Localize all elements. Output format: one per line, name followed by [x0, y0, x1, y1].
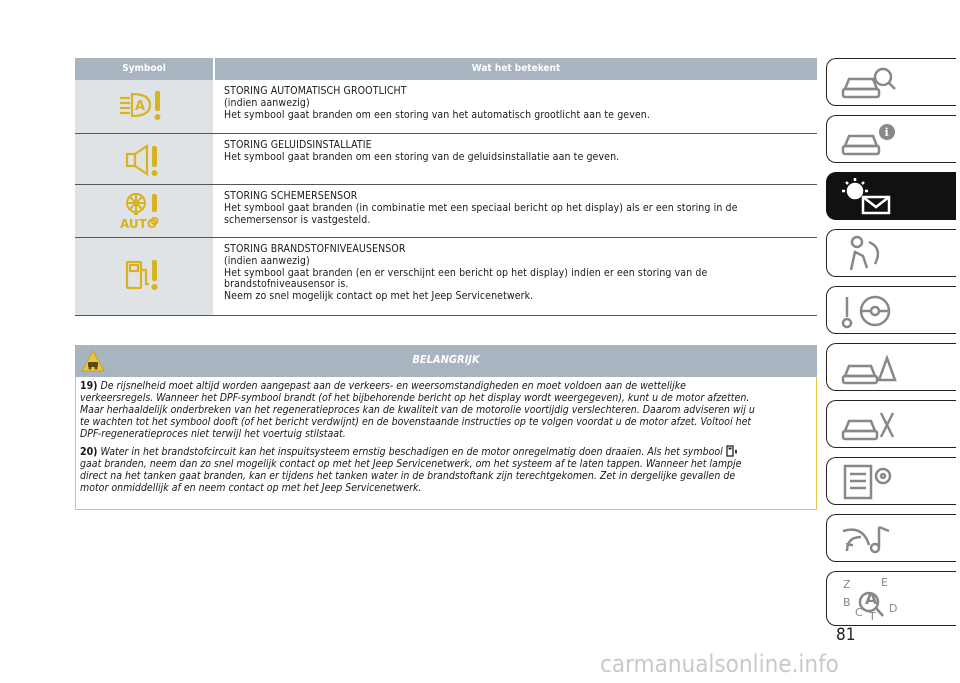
note-text: gaat branden, neem dan zo snel mogelijk contact op met het Jeep Servicenetwerk, om het systeem af te laten tappen. Wanneer het lampje	[80, 458, 742, 470]
row-title: STORING SCHEMERSENSOR	[224, 190, 358, 202]
row-text: Het symbool gaat branden om een storing van het automatisch grootlicht aan te geven.	[224, 108, 650, 121]
table-row	[75, 80, 817, 134]
row-title: STORING AUTOMATISCH GROOTLICHT	[224, 85, 407, 97]
svg-text:D: D	[889, 602, 898, 615]
twilight-sensor-warning-icon	[114, 188, 174, 234]
tab-maintenance[interactable]	[826, 400, 956, 448]
meaning-cell	[213, 185, 817, 237]
row-text: schemersensor is vastgesteld.	[224, 213, 371, 226]
header-meaning: Wat het betekent	[471, 63, 561, 74]
media-signal-icon	[839, 519, 899, 559]
note-text: direct na het tanken gaat branden, kan er tijdens het tanken water in de brandstoftank zijn terechtgekomen. Zet in dergelijke gevallen de	[80, 470, 736, 482]
svg-text:C: C	[855, 606, 863, 619]
tab-index[interactable]	[826, 571, 956, 626]
row-text: (indien aanwezig)	[224, 254, 310, 267]
svg-text:Z: Z	[843, 578, 851, 591]
checklist-gear-icon	[839, 462, 899, 502]
tab-car-info[interactable]	[826, 115, 956, 163]
svg-text:A: A	[865, 589, 878, 608]
important-body	[75, 377, 817, 510]
important-title: BELANGRIJK	[412, 353, 480, 366]
car-tools-icon	[839, 405, 899, 445]
row-title: STORING BRANDSTOFNIVEAUSENSOR	[224, 243, 406, 255]
meaning-cell	[213, 134, 817, 184]
svg-text:i: i	[884, 126, 889, 139]
car-info-icon	[839, 120, 899, 160]
warning-light-message-icon	[839, 177, 899, 217]
svg-text:AUTO: AUTO	[120, 217, 158, 231]
table-row	[75, 185, 817, 238]
table-header	[75, 58, 817, 80]
note-text: te wachten tot het symbool dooft (of het bericht verdwijnt) en de bovenstaande instructies op te volgen voordat u de motor afzet. Voltooi het	[80, 416, 752, 428]
symbol-cell	[75, 185, 213, 237]
row-title: STORING GELUIDSINSTALLATIE	[224, 139, 372, 151]
car-crash-icon	[839, 348, 899, 388]
symbol-cell	[75, 238, 213, 315]
page-number: 81	[836, 625, 856, 645]
svg-text:E: E	[881, 576, 888, 589]
table-row	[75, 134, 817, 185]
water-in-fuel-icon	[726, 444, 740, 457]
header-symbol: Symbool	[75, 58, 215, 80]
note-number: 19)	[80, 380, 98, 392]
note-text: motor onmiddellijk af en neem contact op met het Jeep Servicenetwerk.	[80, 482, 422, 494]
meaning-cell	[213, 80, 817, 133]
note-text: DPF-regeneratieproces niet terwijl het voertuig stilstaat.	[80, 428, 346, 440]
table-row	[75, 238, 817, 316]
car-search-icon	[839, 63, 899, 103]
note-text: verkeersregels. Wanneer het DPF-symbool brandt (of het bijbehorende bericht op het display wordt weergegeven), kunt u de motor afzetten.	[80, 392, 750, 404]
row-text: (indien aanwezig)	[224, 96, 310, 109]
note-number: 20)	[80, 446, 98, 458]
important-header	[75, 345, 817, 377]
svg-text:A: A	[135, 99, 146, 114]
row-text: brandstofniveausensor is.	[224, 278, 349, 291]
row-text: Neem zo snel mogelijk contact op met het Jeep Servicenetwerk.	[224, 290, 534, 303]
row-text: Het symbool gaat branden om een storing van de geluidsinstallatie aan te geven.	[224, 150, 620, 163]
svg-text:B: B	[843, 596, 851, 609]
tab-driving[interactable]	[826, 286, 956, 334]
symbol-cell	[75, 134, 213, 184]
row-text: Het symbool gaat branden (en er verschijnt een bericht op het display) indien er een storing van de	[224, 266, 708, 279]
tab-safety[interactable]	[826, 229, 956, 277]
note-19	[80, 380, 812, 440]
tab-car-search[interactable]	[826, 58, 956, 106]
steering-key-icon	[839, 291, 899, 331]
note-20	[80, 444, 812, 494]
note-text: Water in het brandstofcircuit kan het inspuitsysteem ernstig beschadigen en de motor onregelmatig doen draaien. Als het symbool	[100, 446, 723, 458]
note-text: De rijsnelheid moet altijd worden aangepast aan de verkeers- en weersomstandigheden en moet voldoen aan de wettelijke	[100, 380, 686, 392]
symbol-cell	[75, 80, 213, 133]
tab-specifications[interactable]	[826, 457, 956, 505]
airbag-person-icon	[839, 234, 899, 274]
important-box	[75, 345, 817, 510]
svg-text:T: T	[869, 610, 876, 622]
watermark: carmanualsonline.info	[600, 650, 839, 678]
symbol-table	[75, 58, 817, 316]
tab-warning-lights[interactable]	[826, 172, 956, 220]
speaker-warning-icon	[119, 142, 169, 180]
alphabet-index-icon	[839, 576, 903, 622]
meaning-cell	[213, 238, 817, 315]
tab-multimedia[interactable]	[826, 514, 956, 562]
fuel-sensor-warning-icon	[119, 256, 169, 298]
row-text: Het symbool gaat branden (in combinatie met een speciaal bericht op het display) als er een storing in de	[224, 201, 738, 214]
note-text: Maar herhaaldelijk onderbreken van het regeneratieproces kan de kwaliteit van de motorolie voortijdig verslechteren. Daarom adviseren wij u	[80, 404, 755, 416]
auto-highbeam-warning-icon	[114, 88, 174, 124]
tab-emergency[interactable]	[826, 343, 956, 391]
